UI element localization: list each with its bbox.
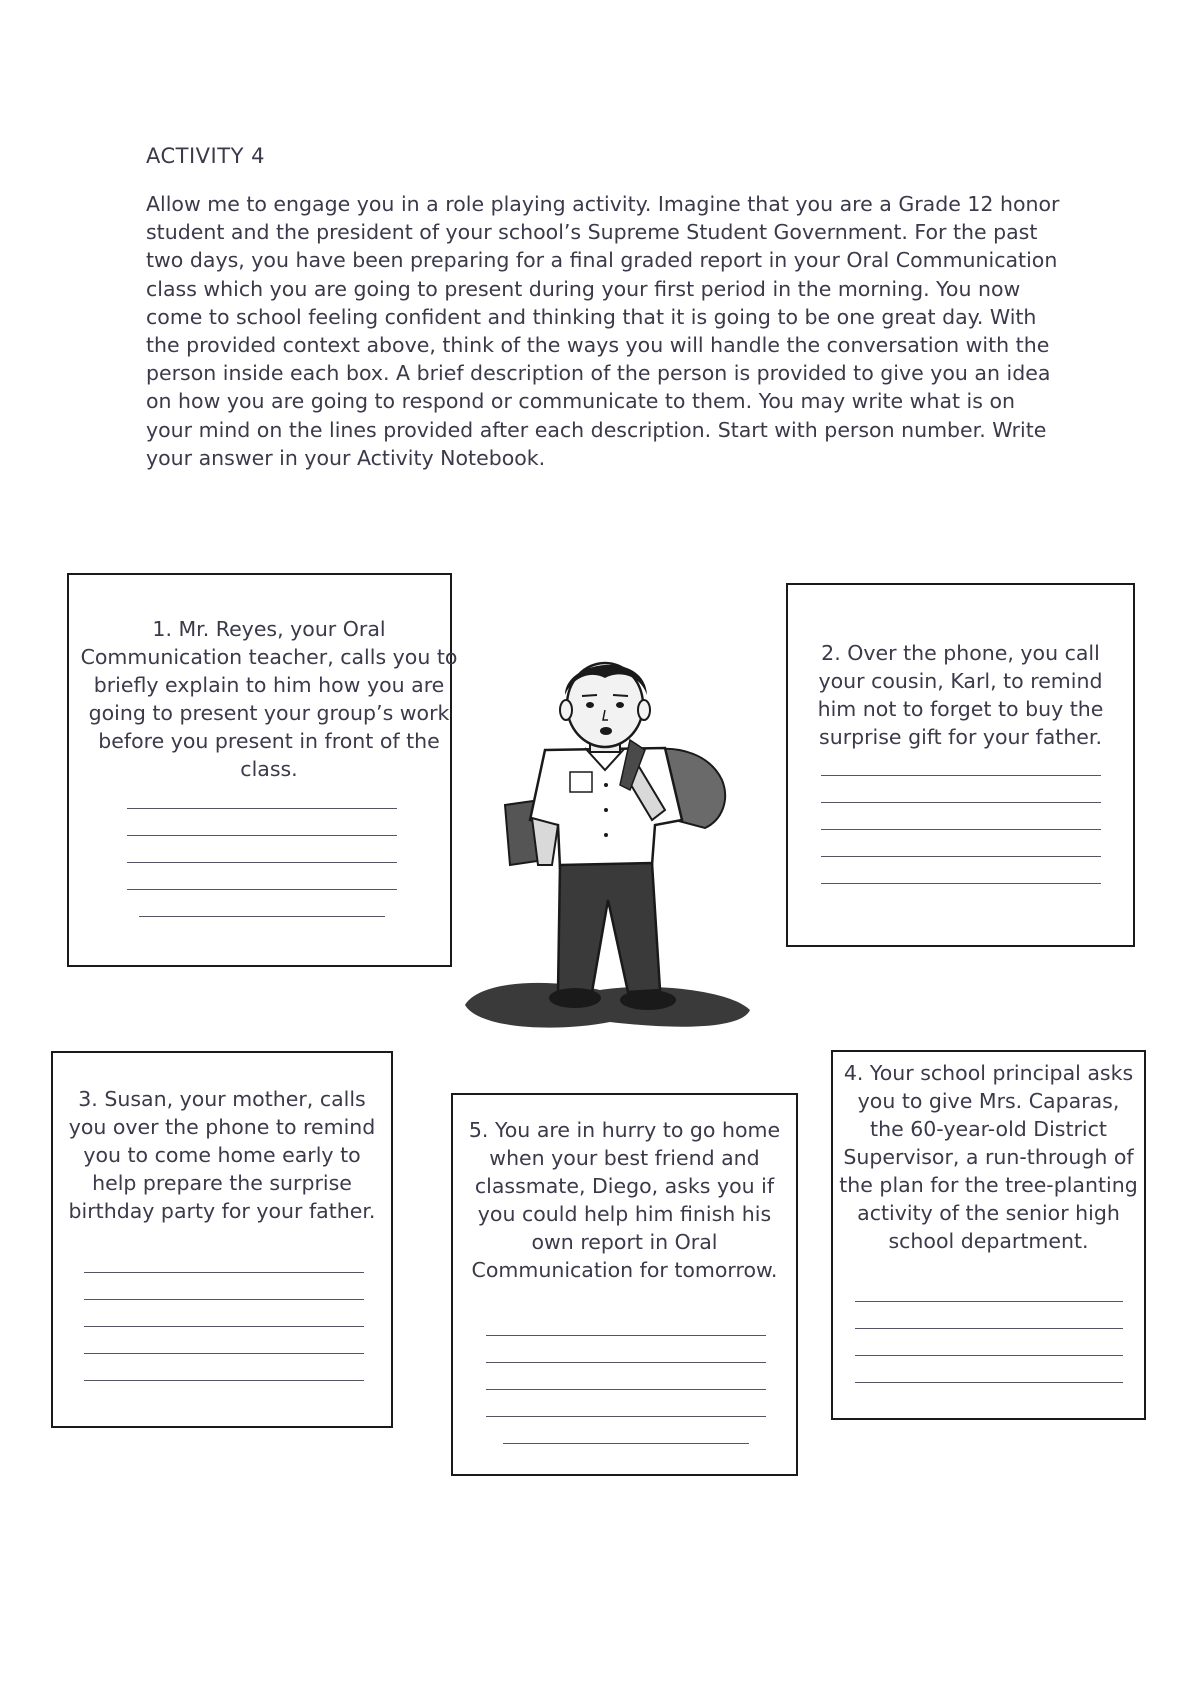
answer-line[interactable] xyxy=(84,1326,364,1327)
answer-line[interactable] xyxy=(127,808,397,809)
answer-line[interactable] xyxy=(821,883,1101,884)
person-box-1 xyxy=(67,573,458,967)
activity-title: ACTIVITY 4 xyxy=(146,144,265,168)
person-box-2 xyxy=(786,583,1135,947)
answer-line[interactable] xyxy=(855,1382,1123,1383)
answer-line[interactable] xyxy=(821,856,1101,857)
answer-line[interactable] xyxy=(855,1301,1123,1302)
answer-line[interactable] xyxy=(821,775,1101,776)
answer-line[interactable] xyxy=(821,802,1101,803)
activity-instructions: Allow me to engage you in a role playing activity. Imagine that you are a Grade 12 honor student and the president of your school’s Supreme Student Government. For the past two days, you have been preparing for a final graded report in your Oral Communication class which you are going to present during your first period in the morning. You now come to school feeling confident and thinking that it is going to be one great day. With the provided context above, think of the ways you will handle the conversation with the person inside each box. A brief description of the person is provided to give you an idea on how you are going to respond or communicate to them. You may write what is on your mind on the lines provided after each description. Start with person number. Write your answer in your Activity Notebook. xyxy=(146,192,1060,470)
person-box-5 xyxy=(451,1093,798,1476)
answer-line[interactable] xyxy=(486,1335,766,1336)
person-1-description: 1. Mr. Reyes, your Oral Communication teacher, calls you to briefly explain to him how you are going to present your group’s work before you present in front of the class. xyxy=(80,617,458,781)
answer-line[interactable] xyxy=(855,1355,1123,1356)
answer-line[interactable] xyxy=(84,1272,364,1273)
answer-line[interactable] xyxy=(127,862,397,863)
answer-line[interactable] xyxy=(486,1416,766,1417)
answer-line[interactable] xyxy=(139,916,385,917)
answer-line[interactable] xyxy=(486,1389,766,1390)
person-4-description: 4. Your school principal asks you to give Mrs. Caparas, the 60-year-old District Supervisor, a run-through of the plan for the tree-planting activity of the senior high school department. xyxy=(839,1061,1138,1253)
person-2-description: 2. Over the phone, you call your cousin, Karl, to remind him not to forget to buy the surprise gift for your father. xyxy=(817,641,1104,749)
answer-line[interactable] xyxy=(127,889,397,890)
answer-line[interactable] xyxy=(84,1299,364,1300)
student-illustration xyxy=(460,660,760,1040)
answer-line[interactable] xyxy=(486,1362,766,1363)
answer-line[interactable] xyxy=(84,1380,364,1381)
person-5-description: 5. You are in hurry to go home when your best friend and classmate, Diego, asks you if you could help him finish his own report in Oral Communication for tomorrow. xyxy=(468,1118,781,1282)
person-box-3 xyxy=(51,1051,393,1428)
answer-line[interactable] xyxy=(127,835,397,836)
answer-line[interactable] xyxy=(821,829,1101,830)
answer-line[interactable] xyxy=(855,1328,1123,1329)
answer-line[interactable] xyxy=(503,1443,749,1444)
person-3-description: 3. Susan, your mother, calls you over the phone to remind you to come home early to help prepare the surprise birthday party for your father. xyxy=(68,1087,376,1223)
person-box-4 xyxy=(831,1050,1146,1420)
answer-line[interactable] xyxy=(84,1353,364,1354)
